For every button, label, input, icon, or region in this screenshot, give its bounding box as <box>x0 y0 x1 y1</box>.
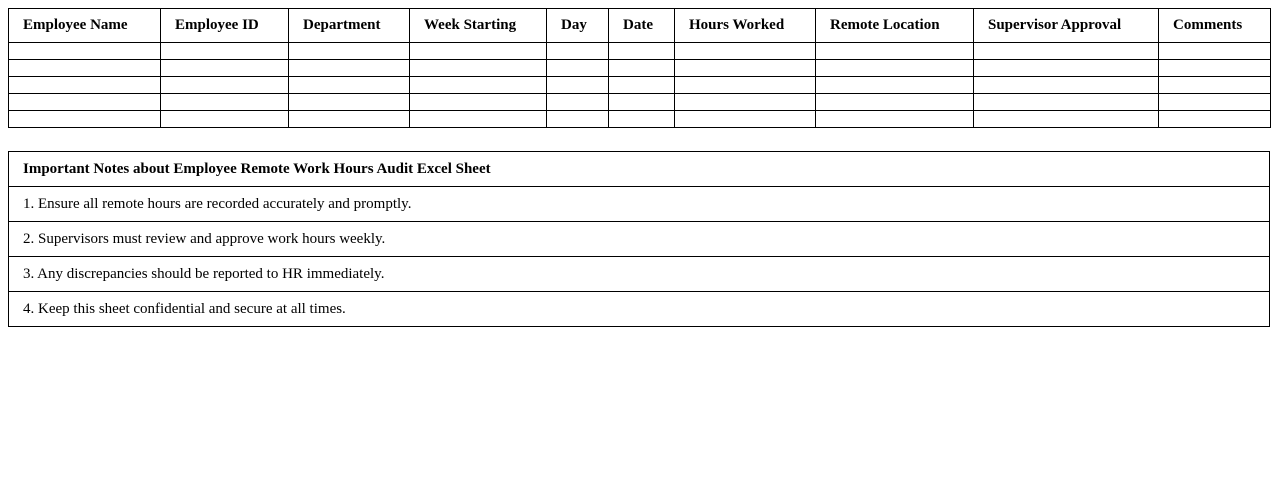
table-cell[interactable] <box>1159 43 1271 60</box>
table-cell[interactable] <box>410 94 547 111</box>
note-item-1[interactable]: 1. Ensure all remote hours are recorded accurately and promptly. <box>9 187 1270 222</box>
table-cell[interactable] <box>9 43 161 60</box>
column-header-comments[interactable]: Comments <box>1159 9 1271 43</box>
table-cell[interactable] <box>9 77 161 94</box>
table-cell[interactable] <box>816 43 974 60</box>
table-cell[interactable] <box>547 111 609 128</box>
table-header-row <box>9 9 1271 43</box>
table-cell[interactable] <box>9 111 161 128</box>
table-row <box>9 43 1271 60</box>
table-cell[interactable] <box>675 94 816 111</box>
table-cell[interactable] <box>974 43 1159 60</box>
table-cell[interactable] <box>675 60 816 77</box>
note-item-3[interactable]: 3. Any discrepancies should be reported to HR immediately. <box>9 257 1270 292</box>
column-header-date[interactable]: Date <box>609 9 675 43</box>
table-cell[interactable] <box>161 43 289 60</box>
table-cell[interactable] <box>609 94 675 111</box>
note-row <box>9 222 1270 257</box>
table-cell[interactable] <box>410 111 547 128</box>
column-header-day[interactable]: Day <box>547 9 609 43</box>
table-row <box>9 77 1271 94</box>
table-cell[interactable] <box>289 77 410 94</box>
table-cell[interactable] <box>1159 111 1271 128</box>
table-cell[interactable] <box>675 77 816 94</box>
table-cell[interactable] <box>547 60 609 77</box>
table-cell[interactable] <box>1159 77 1271 94</box>
column-header-remote-location[interactable]: Remote Location <box>816 9 974 43</box>
table-cell[interactable] <box>547 43 609 60</box>
remote-hours-audit-table <box>8 8 1271 128</box>
table-cell[interactable] <box>161 60 289 77</box>
table-cell[interactable] <box>816 77 974 94</box>
table-cell[interactable] <box>675 43 816 60</box>
column-header-supervisor-approval[interactable]: Supervisor Approval <box>974 9 1159 43</box>
table-cell[interactable] <box>974 111 1159 128</box>
column-header-hours-worked[interactable]: Hours Worked <box>675 9 816 43</box>
table-row <box>9 94 1271 111</box>
note-row <box>9 292 1270 327</box>
column-header-employee-id[interactable]: Employee ID <box>161 9 289 43</box>
table-row <box>9 60 1271 77</box>
table-cell[interactable] <box>9 94 161 111</box>
table-cell[interactable] <box>675 111 816 128</box>
column-header-department[interactable]: Department <box>289 9 410 43</box>
table-cell[interactable] <box>289 94 410 111</box>
table-cell[interactable] <box>289 60 410 77</box>
table-cell[interactable] <box>609 111 675 128</box>
important-notes-table <box>8 151 1270 327</box>
column-header-week-starting[interactable]: Week Starting <box>410 9 547 43</box>
table-cell[interactable] <box>974 60 1159 77</box>
table-row <box>9 111 1271 128</box>
table-cell[interactable] <box>816 60 974 77</box>
table-cell[interactable] <box>609 43 675 60</box>
notes-title[interactable]: Important Notes about Employee Remote Work Hours Audit Excel Sheet <box>9 152 1270 187</box>
table-cell[interactable] <box>410 60 547 77</box>
column-header-employee-name[interactable]: Employee Name <box>9 9 161 43</box>
table-cell[interactable] <box>289 111 410 128</box>
table-cell[interactable] <box>161 77 289 94</box>
table-cell[interactable] <box>974 94 1159 111</box>
note-item-2[interactable]: 2. Supervisors must review and approve work hours weekly. <box>9 222 1270 257</box>
table-cell[interactable] <box>974 77 1159 94</box>
notes-title-row <box>9 152 1270 187</box>
table-cell[interactable] <box>161 111 289 128</box>
table-cell[interactable] <box>289 43 410 60</box>
note-row <box>9 187 1270 222</box>
note-item-4[interactable]: 4. Keep this sheet confidential and secure at all times. <box>9 292 1270 327</box>
table-cell[interactable] <box>609 77 675 94</box>
table-cell[interactable] <box>410 43 547 60</box>
table-cell[interactable] <box>161 94 289 111</box>
note-row <box>9 257 1270 292</box>
table-cell[interactable] <box>1159 94 1271 111</box>
table-cell[interactable] <box>9 60 161 77</box>
table-cell[interactable] <box>1159 60 1271 77</box>
table-cell[interactable] <box>816 111 974 128</box>
table-cell[interactable] <box>547 94 609 111</box>
table-cell[interactable] <box>609 60 675 77</box>
table-cell[interactable] <box>816 94 974 111</box>
table-cell[interactable] <box>410 77 547 94</box>
table-cell[interactable] <box>547 77 609 94</box>
